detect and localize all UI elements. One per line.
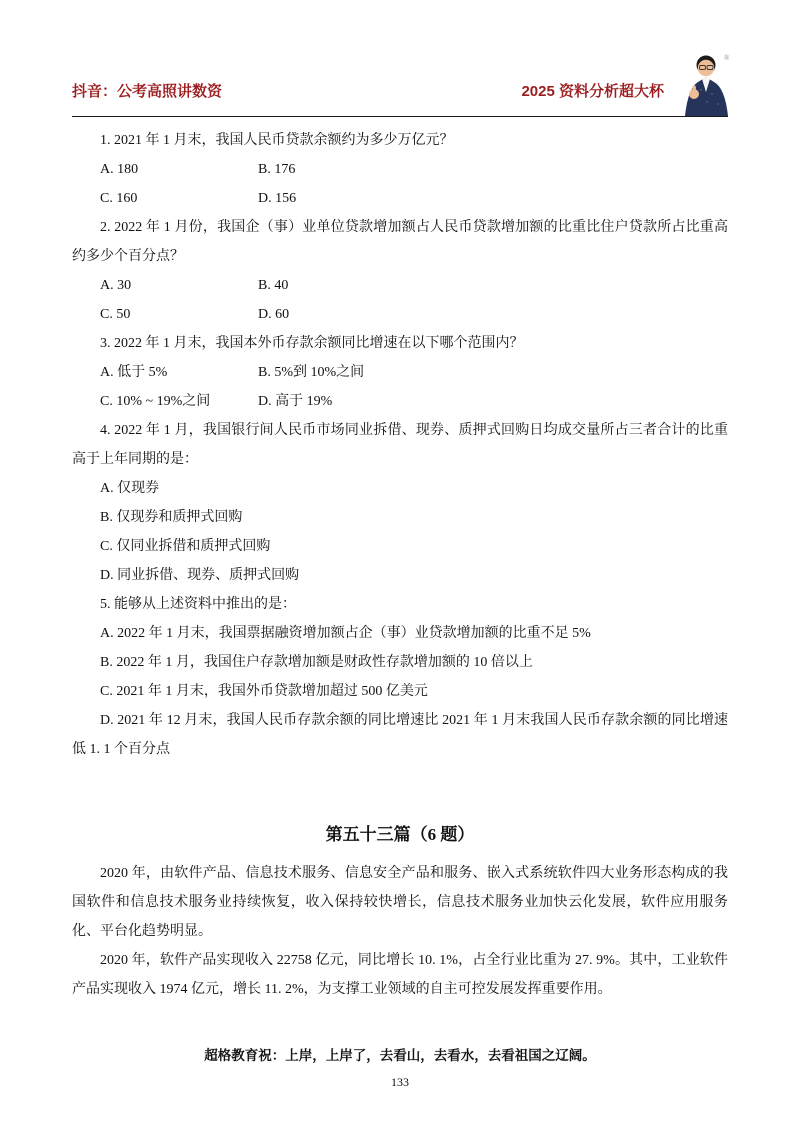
instructor-photo	[680, 52, 732, 116]
question-1-options-row-2	[72, 184, 728, 213]
question-1-options-row-1	[72, 155, 728, 184]
question-5-option-a: A. 2022 年 1 月末，我国票据融资增加额占企（事）业贷款增加额的比重不足 5%	[100, 626, 591, 641]
question-1-option-d: D. 156	[258, 191, 297, 206]
question-3-option-b: B. 5%到 10%之间	[258, 365, 365, 380]
question-5-stem: 5. 能够从上述资料中推出的是：	[100, 597, 296, 612]
question-4-option-b: B. 仅现券和质押式回购	[100, 510, 243, 525]
instructor-photo-graphic	[680, 52, 732, 116]
page-number: 133	[391, 1075, 409, 1089]
question-2-options-row-1	[72, 271, 728, 300]
document-body	[72, 126, 728, 1004]
section-paragraph-1: 2020 年，由软件产品、信息技术服务、信息安全产品和服务、嵌入式系统软件四大业务形态构成的我国软件和信息技术服务业持续恢复，收入保持较快增长，信息技术服务业加快云化发展，软件应用服务化、平台化趋势明显。	[72, 866, 728, 939]
question-1-option-b: B. 176	[258, 162, 296, 177]
question-5-option-c: C. 2021 年 1 月末，我国外币贷款增加超过 500 亿美元	[100, 684, 428, 699]
question-3-option-a: A. 低于 5%	[100, 365, 168, 380]
question-3-options-row-1	[72, 358, 728, 387]
header-right-title: 2025 资料分析超大杯	[521, 83, 664, 100]
question-3-stem: 3. 2022 年 1 月末，我国本外币存款余额同比增速在以下哪个范围内？	[100, 336, 524, 351]
section-title: 第五十三篇（6 题）	[325, 825, 475, 844]
section-paragraph-2: 2020 年，软件产品实现收入 22758 亿元，同比增长 10. 1%，占全行业比重为 27. 9%。其中，工业软件产品实现收入 1974 亿元，增长 11. 2%，为支撑工业领域的自主可控发展发挥重要作用。	[72, 953, 728, 997]
header-divider	[72, 116, 728, 117]
question-4-option-a: A. 仅现券	[100, 481, 160, 496]
question-1-stem: 1. 2021 年 1 月末，我国人民币贷款余额约为多少万亿元？	[100, 133, 454, 148]
question-3-option-d: D. 高于 19%	[258, 394, 333, 409]
question-3-option-c: C. 10% ~ 19%之间	[100, 394, 211, 409]
trademark-icon: ®	[724, 54, 730, 62]
question-1-option-c: C. 160	[100, 191, 138, 206]
question-2-option-c: C. 50	[100, 307, 131, 322]
question-1-option-a: A. 180	[100, 162, 139, 177]
question-2-option-d: D. 60	[258, 307, 290, 322]
question-4-stem: 4. 2022 年 1 月，我国银行间人民币市场同业拆借、现券、质押式回购日均成交量所占三者合计的比重高于上年同期的是：	[72, 423, 728, 467]
question-4-option-c: C. 仅同业拆借和质押式回购	[100, 539, 271, 554]
question-5-option-b: B. 2022 年 1 月，我国住户存款增加额是财政性存款增加额的 10 倍以上	[100, 655, 533, 670]
question-3-options-row-2	[72, 387, 728, 416]
question-2-option-a: A. 30	[100, 278, 132, 293]
header-left-brand: 抖音：公考高照讲数资	[72, 83, 223, 100]
question-2-stem: 2. 2022 年 1 月份，我国企（事）业单位贷款增加额占人民币贷款增加额的比重比住户贷款所占比重高约多少个百分点？	[72, 220, 728, 264]
page-header	[72, 80, 728, 101]
question-2-option-b: B. 40	[258, 278, 289, 293]
question-4-option-d: D. 同业拆借、现券、质押式回购	[100, 568, 300, 583]
question-5-option-d: D. 2021 年 12 月末，我国人民币存款余额的同比增速比 2021 年 1 月末我国人民币存款余额的同比增速低 1. 1 个百分点	[72, 713, 728, 757]
question-2-options-row-2	[72, 300, 728, 329]
footer-motto: 超格教育祝：上岸，上岸了，去看山，去看水，去看祖国之辽阔。	[204, 1048, 596, 1063]
